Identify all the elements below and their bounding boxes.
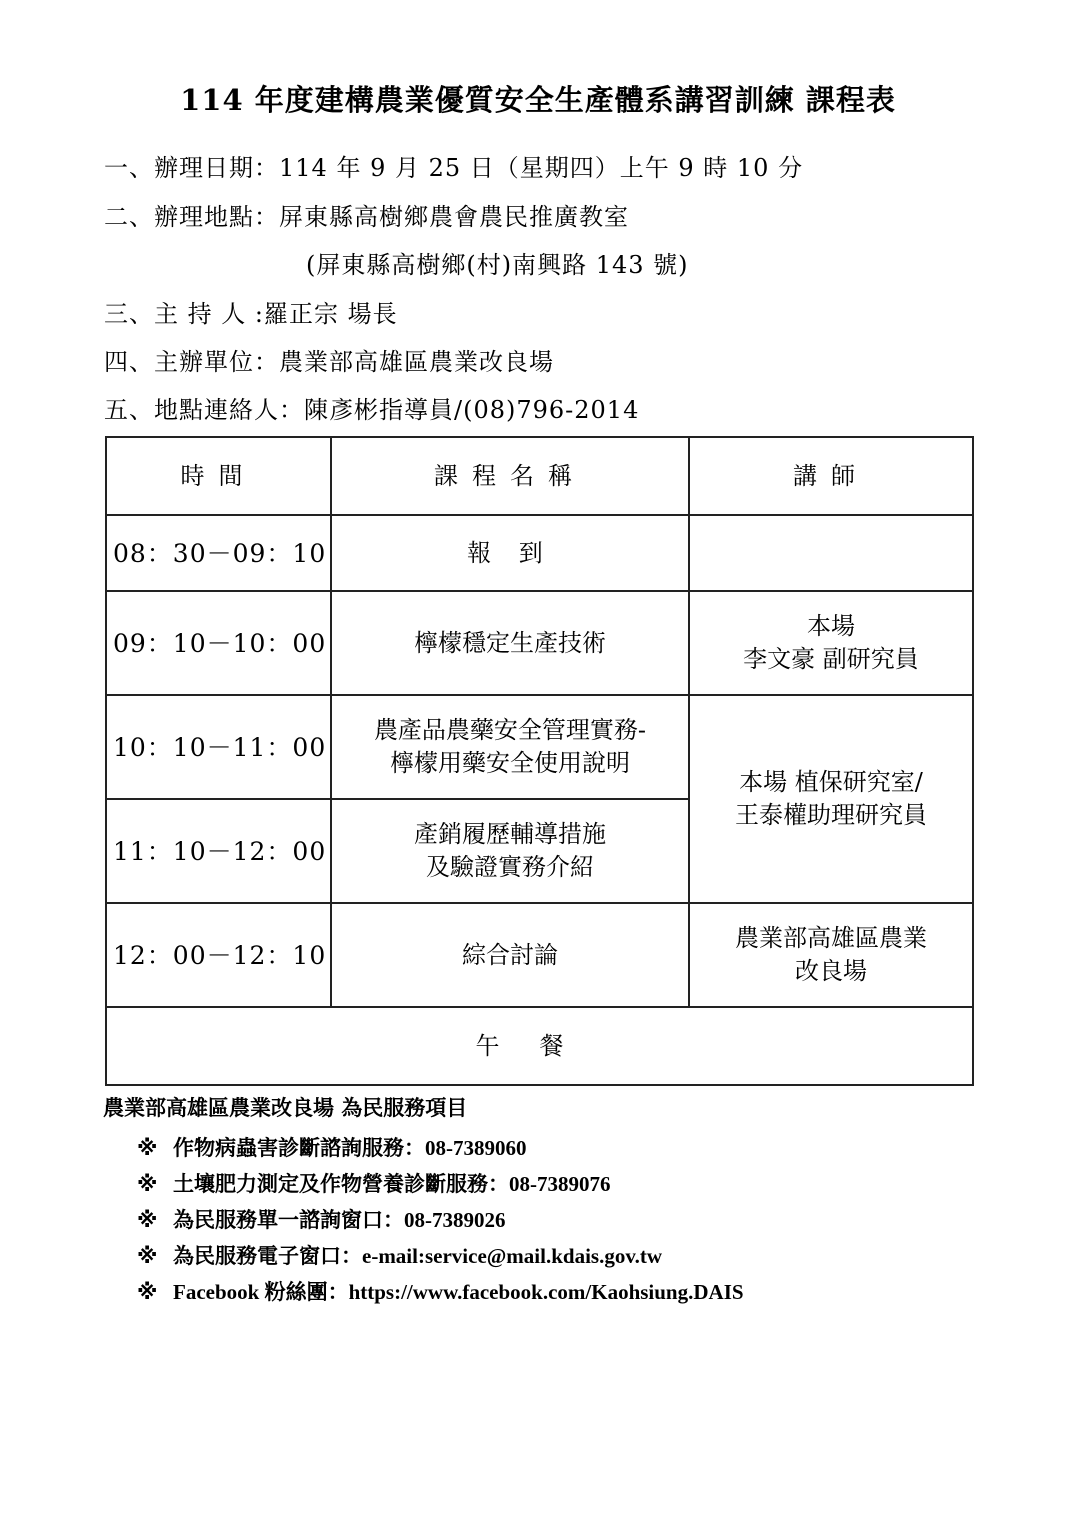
service-heading: 農業部高雄區農業改良場 為民服務項目 — [103, 1096, 468, 1120]
info-host-value: 羅正宗 場長 — [263, 300, 398, 328]
info-date-value: 114 年 9 月 25 日（星期四）上午 9 時 10 分 — [279, 154, 804, 182]
info-date-label: 一、辦理日期： — [104, 154, 279, 182]
course-cell: 綜合討論 — [331, 903, 689, 1007]
service-item — [137, 1238, 744, 1274]
service-item-text: 土壤肥力測定及作物營養診斷服務：08-7389076 — [173, 1172, 611, 1196]
service-email[interactable]: 為民服務電子窗口：e-mail:service@mail.kdais.gov.tw — [173, 1244, 663, 1268]
info-contact-value: 陳彥彬指導員/(08)796-2014 — [304, 396, 640, 424]
lecturer-cell — [689, 591, 973, 695]
header-time: 時間 — [106, 437, 331, 515]
info-organizer-value: 農業部高雄區農業改良場 — [279, 348, 554, 376]
info-host-label: 三、主 持 人 : — [104, 300, 264, 328]
info-location-label: 二、辦理地點： — [104, 203, 279, 231]
course-line: 產銷履歷輔導措施 — [414, 820, 606, 848]
header-lecturer: 講師 — [689, 437, 973, 515]
course-line: 農產品農藥安全管理實務- — [373, 716, 647, 744]
service-section — [103, 1092, 744, 1310]
course-cell: 報 到 — [331, 515, 689, 591]
table-row — [106, 695, 973, 799]
lecturer-line: 李文豪 副研究員 — [743, 645, 919, 673]
time-cell: 12：00－12：10 — [106, 903, 331, 1007]
service-item — [137, 1166, 744, 1202]
service-item — [137, 1202, 744, 1238]
document-title: 114 年度建構農業優質安全生產體系講習訓練 課程表 — [180, 83, 896, 117]
schedule-table — [105, 436, 974, 1086]
lecturer-cell — [689, 903, 973, 1007]
lecturer-cell — [689, 515, 973, 591]
info-address-value: (屏東縣高樹鄉(村)南興路 143 號) — [306, 251, 689, 279]
time-cell: 11：10－12：00 — [106, 799, 331, 903]
info-contact — [104, 390, 639, 425]
course-cell — [331, 695, 689, 799]
service-item-text: 為民服務單一諮詢窗口：08-7389026 — [173, 1208, 506, 1232]
time-cell: 10：10－11：00 — [106, 695, 331, 799]
table-row-lunch — [106, 1007, 973, 1085]
info-organizer-label: 四、主辦單位： — [104, 348, 279, 376]
info-location-value: 屏東縣高樹鄉農會農民推廣教室 — [279, 203, 629, 231]
reference-mark-icon: ※ — [137, 1244, 158, 1268]
lecturer-line: 本場 植保研究室/ — [739, 768, 923, 796]
lunch-cell: 午餐 — [106, 1007, 973, 1085]
table-row — [106, 591, 973, 695]
info-date — [104, 148, 803, 183]
reference-mark-icon: ※ — [137, 1280, 158, 1304]
course-line: 檸檬用藥安全使用說明 — [390, 749, 630, 777]
info-contact-label: 五、地點連絡人： — [104, 396, 304, 424]
service-item — [137, 1130, 744, 1166]
info-location — [104, 197, 629, 232]
reference-mark-icon: ※ — [137, 1208, 158, 1232]
info-organizer — [104, 342, 554, 377]
lecturer-line: 本場 — [807, 612, 855, 640]
header-course: 課程名稱 — [331, 437, 689, 515]
info-address — [306, 245, 689, 280]
table-header-row — [106, 437, 973, 515]
lecturer-line: 王泰權助理研究員 — [735, 801, 927, 829]
lecturer-cell — [689, 695, 973, 903]
reference-mark-icon: ※ — [137, 1172, 158, 1196]
time-cell: 09：10－10：00 — [106, 591, 331, 695]
course-cell — [331, 799, 689, 903]
reference-mark-icon: ※ — [137, 1136, 158, 1160]
service-facebook-link[interactable]: Facebook 粉絲團：https://www.facebook.com/Kaohsiung.DAIS — [173, 1280, 744, 1304]
course-line: 及驗證實務介紹 — [426, 853, 594, 881]
service-item — [137, 1274, 744, 1310]
table-row — [106, 515, 973, 591]
course-cell: 檸檬穩定生產技術 — [331, 591, 689, 695]
service-item-text: 作物病蟲害診斷諮詢服務：08-7389060 — [173, 1136, 527, 1160]
info-host — [104, 294, 398, 329]
table-row — [106, 903, 973, 1007]
lecturer-line: 改良場 — [795, 957, 867, 985]
lecturer-line: 農業部高雄區農業 — [735, 924, 927, 952]
time-cell: 08：30－09：10 — [106, 515, 331, 591]
